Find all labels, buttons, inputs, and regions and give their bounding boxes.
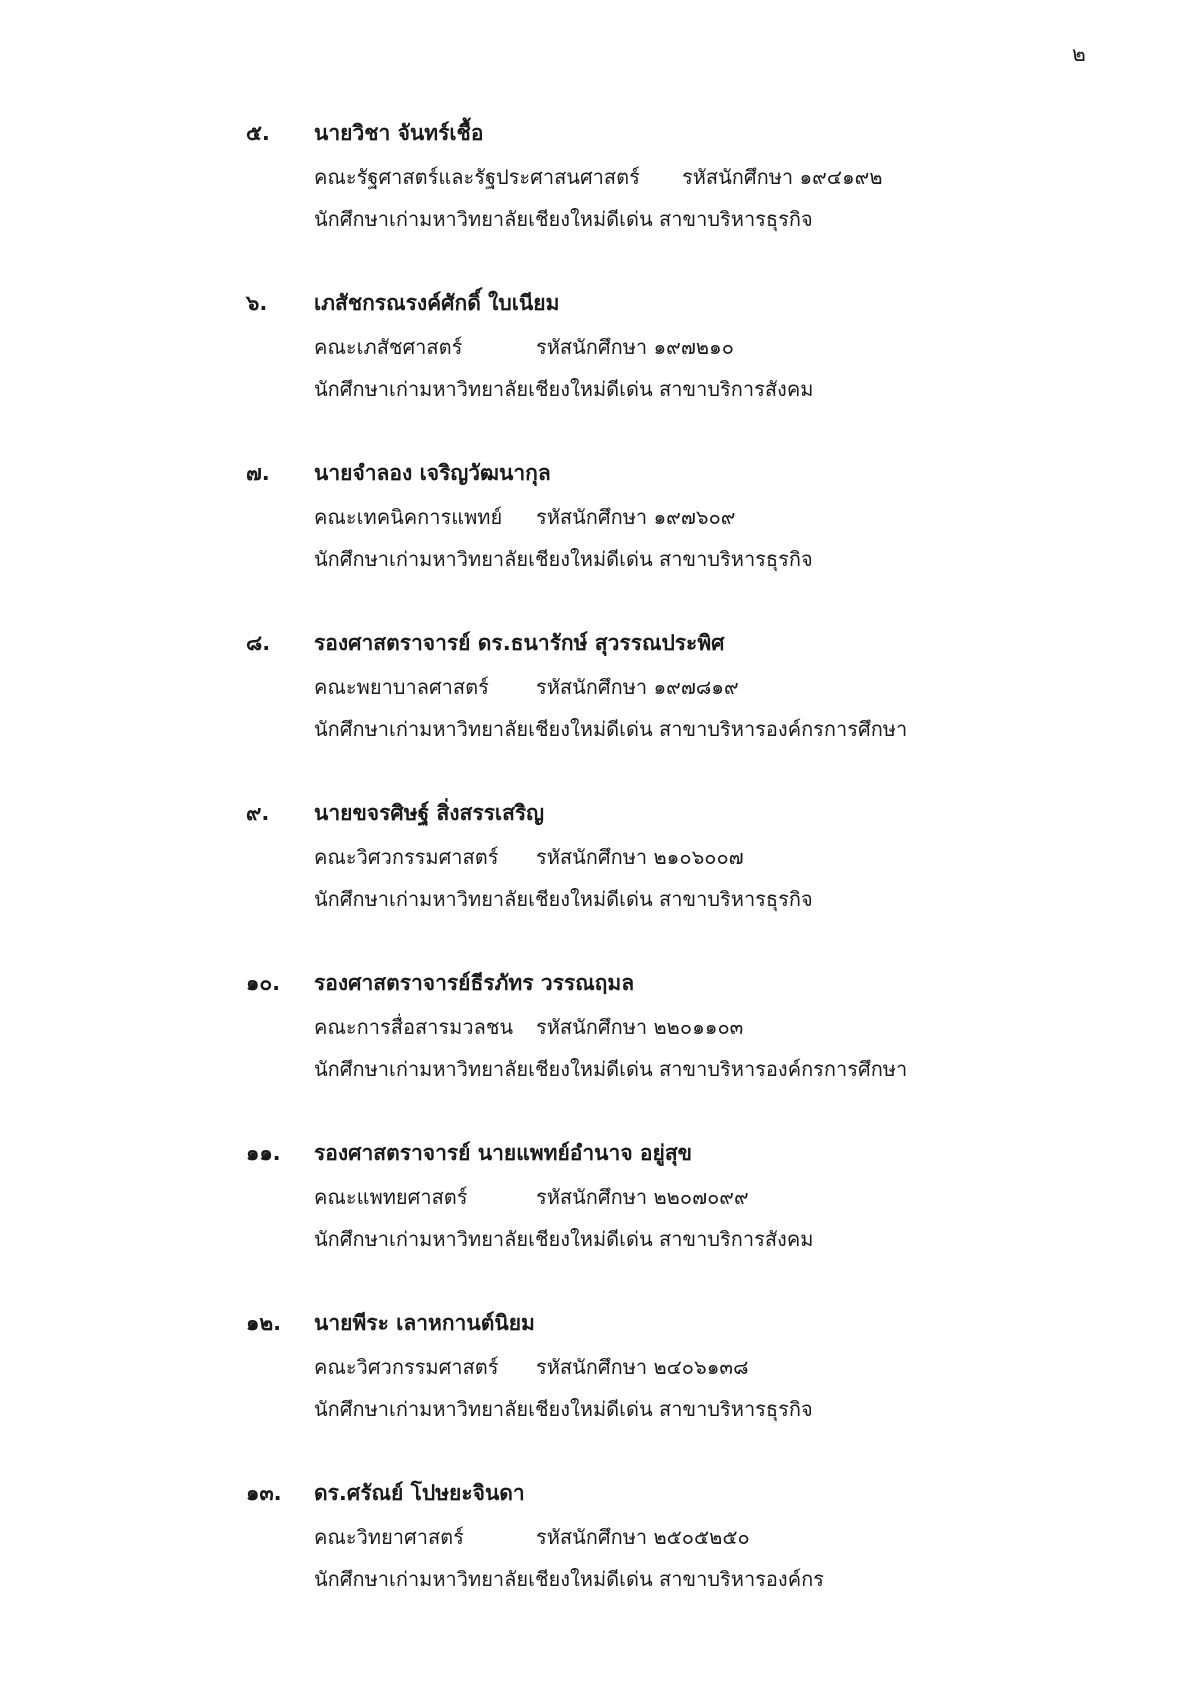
award-category: นักศึกษาเก่ามหาวิทยาลัยเชียงใหม่ดีเด่น สาขาบริหารองค์กร xyxy=(314,1567,824,1591)
page-number: ๒ xyxy=(1072,42,1086,66)
awardee-name: นายจำลอง เจริญวัฒนากุล xyxy=(314,461,551,485)
student-id: รหัสนักศึกษา ๒๕๐๕๒๕๐ xyxy=(536,1525,750,1549)
award-category: นักศึกษาเก่ามหาวิทยาลัยเชียงใหม่ดีเด่น สาขาบริหารธุรกิจ xyxy=(314,547,813,571)
awardee-name: นายวิชา จันทร์เชื้อ xyxy=(314,121,484,145)
award-category: นักศึกษาเก่ามหาวิทยาลัยเชียงใหม่ดีเด่น สาขาบริหารองค์กรการศึกษา xyxy=(314,1057,908,1081)
student-id: รหัสนักศึกษา ๒๑๐๖๐๐๗ xyxy=(536,845,744,869)
student-id: รหัสนักศึกษา ๑๙๗๘๑๙ xyxy=(536,675,739,699)
awardee-entry xyxy=(246,1478,1146,1648)
entry-number: ๑๒. xyxy=(246,1311,282,1335)
faculty: คณะเทคนิคการแพทย์ xyxy=(314,505,503,529)
awardee-entry xyxy=(246,798,1146,968)
entry-number: ๗. xyxy=(246,461,270,485)
awardee-entry xyxy=(246,628,1146,798)
entry-number: ๕. xyxy=(246,121,270,145)
entry-number: ๑๑. xyxy=(246,1141,281,1165)
awardee-list xyxy=(246,118,1146,1648)
award-category: นักศึกษาเก่ามหาวิทยาลัยเชียงใหม่ดีเด่น สาขาบริหารธุรกิจ xyxy=(314,207,813,231)
awardee-name: เภสัชกรณรงค์ศักดิ์ ใบเนียม xyxy=(314,291,560,315)
awardee-entry xyxy=(246,1138,1146,1308)
award-category: นักศึกษาเก่ามหาวิทยาลัยเชียงใหม่ดีเด่น สาขาบริหารธุรกิจ xyxy=(314,1397,813,1421)
awardee-name: รองศาสตราจารย์ ดร.ธนารักษ์ สุวรรณประพิศ xyxy=(314,631,725,655)
awardee-name: นายพีระ เลาหกานต์นิยม xyxy=(314,1311,535,1335)
award-category: นักศึกษาเก่ามหาวิทยาลัยเชียงใหม่ดีเด่น สาขาบริการสังคม xyxy=(314,1227,814,1251)
awardee-entry xyxy=(246,1308,1146,1478)
awardee-entry xyxy=(246,118,1146,288)
faculty: คณะแพทยศาสตร์ xyxy=(314,1185,468,1209)
faculty: คณะวิทยาศาสตร์ xyxy=(314,1525,464,1549)
award-category: นักศึกษาเก่ามหาวิทยาลัยเชียงใหม่ดีเด่น สาขาบริหารธุรกิจ xyxy=(314,887,813,911)
faculty: คณะรัฐศาสตร์และรัฐประศาสนศาสตร์ xyxy=(314,165,640,189)
awardee-entry xyxy=(246,458,1146,628)
award-category: นักศึกษาเก่ามหาวิทยาลัยเชียงใหม่ดีเด่น สาขาบริการสังคม xyxy=(314,377,814,401)
student-id: รหัสนักศึกษา ๑๙๔๑๙๒ xyxy=(682,165,883,189)
awardee-name: นายขจรศิษฐ์ สิ่งสรรเสริญ xyxy=(314,801,545,825)
faculty: คณะเภสัชศาสตร์ xyxy=(314,335,463,359)
entry-number: ๙. xyxy=(246,801,270,825)
award-category: นักศึกษาเก่ามหาวิทยาลัยเชียงใหม่ดีเด่น สาขาบริหารองค์กรการศึกษา xyxy=(314,717,908,741)
awardee-entry xyxy=(246,288,1146,458)
student-id: รหัสนักศึกษา ๒๔๐๖๑๓๘ xyxy=(536,1355,749,1379)
student-id: รหัสนักศึกษา ๒๒๐๗๐๙๙ xyxy=(536,1185,749,1209)
awardee-entry xyxy=(246,968,1146,1138)
student-id: รหัสนักศึกษา ๒๒๐๑๑๐๓ xyxy=(536,1015,744,1039)
student-id: รหัสนักศึกษา ๑๙๗๖๐๙ xyxy=(536,505,736,529)
entry-number: ๖. xyxy=(246,291,268,315)
faculty: คณะวิศวกรรมศาสตร์ xyxy=(314,845,499,869)
faculty: คณะการสื่อสารมวลชน xyxy=(314,1015,514,1039)
awardee-name: รองศาสตราจารย์ นายแพทย์อำนาจ อยู่สุข xyxy=(314,1141,693,1165)
entry-number: ๑๐. xyxy=(246,971,281,995)
faculty: คณะพยาบาลศาสตร์ xyxy=(314,675,489,699)
faculty: คณะวิศวกรรมศาสตร์ xyxy=(314,1355,499,1379)
entry-number: ๑๓. xyxy=(246,1481,282,1505)
student-id: รหัสนักศึกษา ๑๙๗๒๑๐ xyxy=(536,335,734,359)
awardee-name: ดร.ศรัณย์ โปษยะจินดา xyxy=(314,1481,525,1505)
awardee-name: รองศาสตราจารย์ธีรภัทร วรรณฤมล xyxy=(314,971,635,995)
entry-number: ๘. xyxy=(246,631,271,655)
